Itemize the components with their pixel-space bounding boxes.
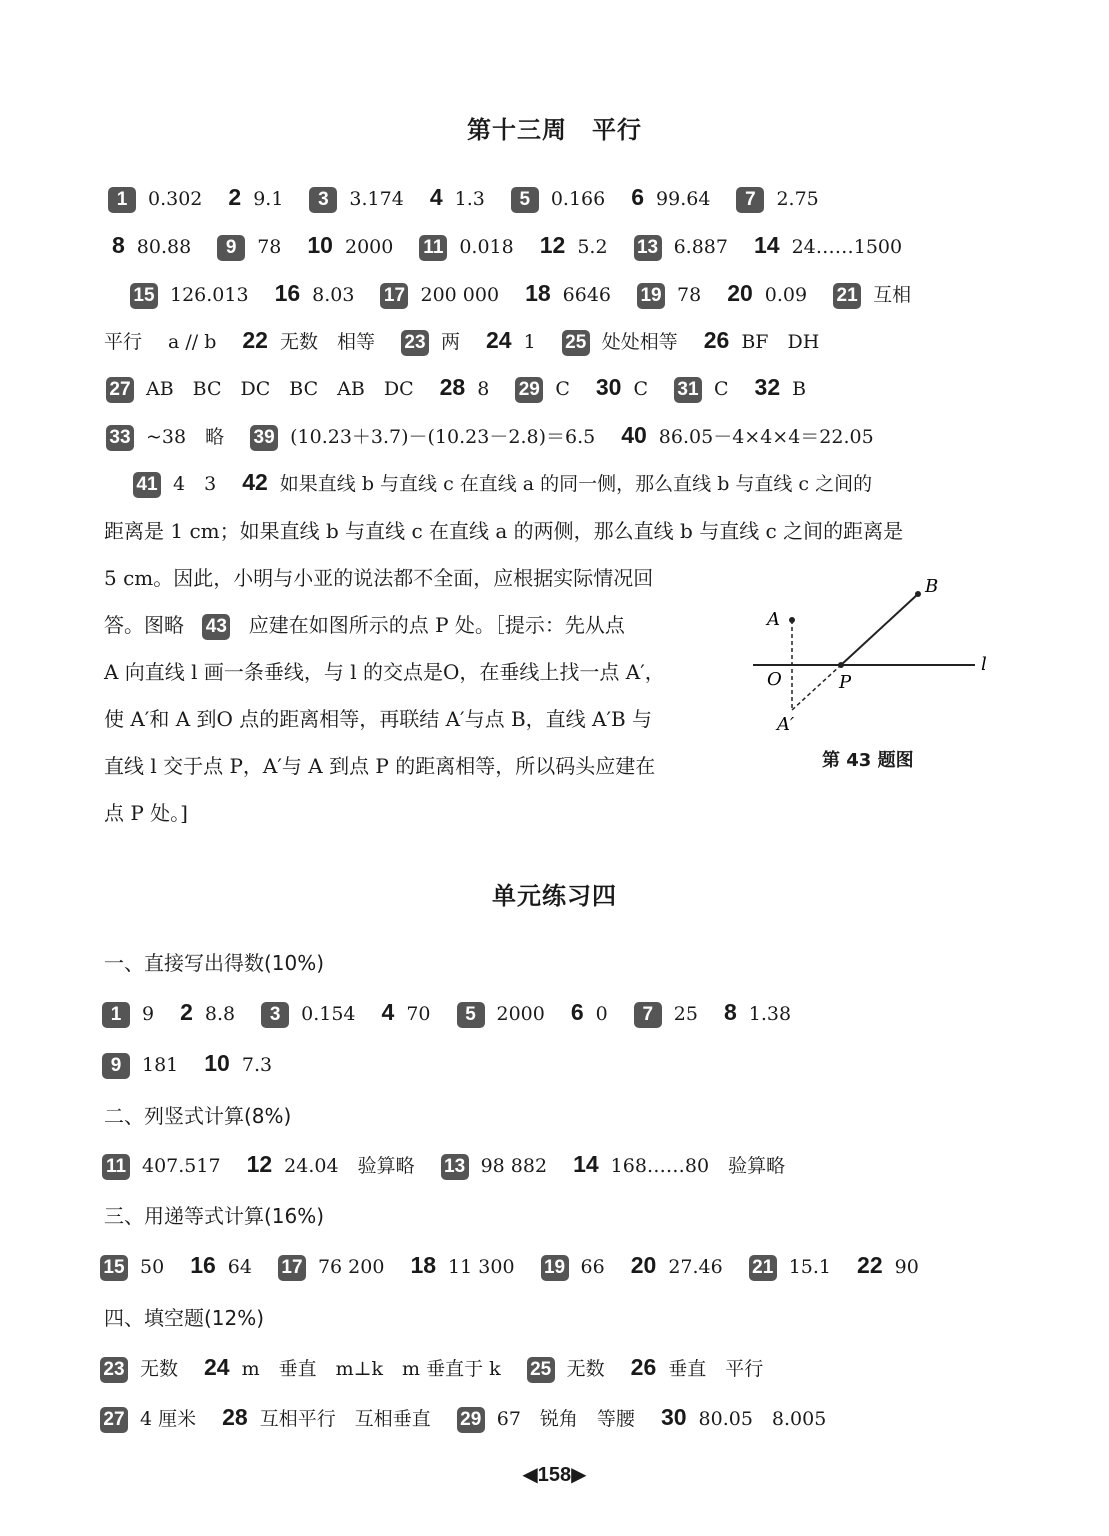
answer-row [100, 1402, 852, 1434]
answer-42-line3: 5 cm。因此，小明与小亚的说法都不全面，应根据实际情况回 [104, 566, 654, 590]
answer-value: 5.2 [577, 236, 608, 258]
answer-value: 24……1500 [791, 236, 903, 258]
answer-value: 8 [477, 378, 490, 400]
question-number: 15 [100, 1255, 128, 1281]
label-B: B [925, 576, 939, 597]
answer-value: 无数 [140, 1358, 179, 1380]
answer-42-line4 [104, 602, 625, 649]
answer-row [104, 325, 845, 357]
question-number: 21 [833, 283, 861, 309]
answer-row [112, 230, 928, 262]
question-number: 25 [527, 1357, 555, 1383]
answer-value: 0.154 [301, 1003, 356, 1025]
answer-value: 6646 [562, 284, 612, 306]
question-number: 8 [723, 999, 737, 1025]
question-number: 10 [204, 1050, 230, 1076]
answer-value: 0.09 [764, 284, 808, 306]
answer-row [108, 182, 845, 214]
question-number: 21 [749, 1255, 777, 1281]
question-number: 4 [429, 184, 443, 210]
question-number: 24 [486, 327, 512, 353]
answer-value: ~38 略 [146, 426, 225, 448]
question-number: 42 [242, 469, 268, 495]
answer-value: 两 [441, 331, 461, 353]
question-number: 40 [621, 422, 647, 448]
answer-value: 99.64 [656, 188, 711, 210]
question-number: 11 [419, 235, 447, 261]
answer-row [106, 372, 832, 404]
answer-row [133, 467, 898, 499]
question-number: 12 [539, 232, 566, 258]
answer-value: 64 [227, 1256, 252, 1278]
question-number: 10 [307, 232, 333, 258]
question-number: 30 [595, 374, 622, 400]
answer-value: C [633, 378, 648, 400]
answer-value: 4 3 [173, 473, 217, 495]
question-number: 29 [515, 377, 543, 403]
answer-42-continued: 距离是 1 cm；如果直线 b 与直线 c 在直线 a 的两侧，那么直线 b 与直线 c 之间的距离是 [104, 519, 904, 543]
answer-value: AB BC DC BC AB DC [146, 378, 414, 400]
question-number: 11 [102, 1154, 130, 1180]
dashed-AprimeP [792, 665, 841, 710]
answer-row [102, 997, 817, 1029]
answer-value: 平行 [104, 331, 143, 353]
answer-value: 互相平行 互相垂直 [259, 1408, 431, 1430]
question-number: 14 [573, 1151, 599, 1177]
question-number: 27 [100, 1407, 128, 1433]
answer-value: 互相 [873, 284, 912, 306]
answer-row [106, 420, 900, 452]
answer-value: B [792, 378, 807, 400]
label-l: l [981, 654, 987, 675]
question-number: 14 [753, 232, 780, 258]
question-number: 15 [130, 283, 158, 309]
question-number: 33 [106, 425, 134, 451]
question-number-43: 43 [202, 614, 230, 640]
answer-value: (10.23＋3.7)－(10.23－2.8)＝6.5 [290, 426, 596, 448]
label-O: O [767, 669, 782, 690]
answer-value: 90 [894, 1256, 919, 1278]
answer-value: 168……80 验算略 [610, 1155, 786, 1177]
question-number: 39 [250, 425, 278, 451]
answer-value: 无数 [566, 1358, 605, 1380]
answer-value: 7.3 [241, 1054, 273, 1076]
section-title-week13: 第十三周 平行 [467, 116, 642, 144]
question-number: 1 [108, 187, 136, 213]
answer-value: 2000 [344, 236, 394, 258]
answer-row [130, 278, 937, 310]
question-number: 32 [754, 374, 781, 400]
answer-value: 25 [673, 1003, 698, 1025]
question-number: 19 [637, 283, 665, 309]
question-number: 4 [381, 999, 395, 1025]
answer-value: 70 [406, 1003, 431, 1025]
question-number: 23 [401, 330, 429, 356]
segment-PB [841, 594, 918, 665]
section-heading-1: 一、直接写出得数(10%) [104, 951, 325, 975]
page-number: ◀158▶ [522, 1464, 587, 1486]
answer-value: BF DH [741, 331, 820, 353]
answer-value: 垂直 平行 [668, 1358, 764, 1380]
question-number: 29 [457, 1407, 485, 1433]
question-number: 24 [204, 1354, 230, 1380]
answer-row [100, 1250, 945, 1282]
question-number: 3 [261, 1002, 289, 1028]
question-number: 26 [703, 327, 730, 353]
answer-value: 50 [140, 1256, 165, 1278]
section-heading-2: 二、列竖式计算(8%) [104, 1104, 292, 1128]
question-number: 5 [511, 187, 539, 213]
answer-value: C [555, 378, 570, 400]
answer-value: 181 [142, 1054, 179, 1076]
point-P [838, 662, 844, 668]
question-number: 18 [525, 280, 551, 306]
question-number: 28 [222, 1404, 248, 1430]
question-number: 12 [246, 1151, 273, 1177]
question-number: 7 [634, 1002, 662, 1028]
answer-value: 1 [523, 331, 536, 353]
question-number: 2 [180, 999, 193, 1025]
answer-value: m 垂直 m⊥k m 垂直于 k [241, 1358, 501, 1380]
answer-value: 0 [595, 1003, 608, 1025]
answer-value: 86.05－4×4×4＝22.05 [658, 426, 874, 448]
answer-row [102, 1048, 298, 1080]
question-number: 26 [630, 1354, 657, 1380]
question-number: 6 [631, 184, 645, 210]
answer-value: 76 200 [317, 1256, 385, 1278]
answer-value: 2.75 [776, 188, 819, 210]
answer-value: 无数 相等 [279, 331, 375, 353]
section-heading-3: 三、用递等式计算(16%) [104, 1204, 325, 1228]
figure-43-caption: 第 43 题图 [822, 750, 914, 771]
answer-value: 0.018 [459, 236, 514, 258]
figure-43 [745, 570, 1005, 750]
question-number: 18 [410, 1252, 437, 1278]
point-B [915, 591, 921, 597]
answer-value: 27.46 [668, 1256, 723, 1278]
answer-value: 1.3 [454, 188, 485, 210]
answer-value: 处处相等 [601, 331, 678, 353]
question-number: 31 [674, 377, 702, 403]
answer-value: 126.013 [170, 284, 249, 306]
label-A: A [767, 609, 780, 630]
answer-value: 66 [580, 1256, 605, 1278]
answer-value: 24.04 验算略 [284, 1155, 415, 1177]
answer-value: 80.05 8.005 [698, 1408, 827, 1430]
question-number: 7 [736, 187, 764, 213]
answer-value: C [714, 378, 729, 400]
question-number: 13 [634, 235, 662, 261]
answer-value: 4 厘米 [140, 1408, 197, 1430]
label-P: P [839, 672, 852, 693]
question-number: 27 [106, 377, 134, 403]
answer-value: 1.38 [748, 1003, 792, 1025]
question-number: 1 [102, 1002, 130, 1028]
answer-value: 6.887 [673, 236, 728, 258]
label-Aprime: A′ [777, 714, 795, 735]
answer-value: 2000 [496, 1003, 545, 1025]
answer-row [100, 1352, 789, 1384]
question-number: 22 [242, 327, 268, 353]
answer-value: 80.88 [136, 236, 192, 258]
question-number: 28 [439, 374, 466, 400]
question-number: 22 [857, 1252, 883, 1278]
question-number: 13 [441, 1154, 469, 1180]
answer-value: 0.302 [148, 188, 203, 210]
answer-value: 78 [257, 236, 282, 258]
question-number: 20 [727, 280, 753, 306]
answer-value: 11 300 [448, 1256, 515, 1278]
answer-43-line3: 使 A′和 A 到O 点的距离相等，再联结 A′与点 B，直线 A′B 与 [104, 707, 653, 731]
question-number: 5 [457, 1002, 485, 1028]
answer-value: 15.1 [788, 1256, 832, 1278]
answer-value: 200 000 [420, 284, 500, 306]
question-number: 17 [278, 1255, 306, 1281]
question-number: 17 [380, 283, 408, 309]
question-number: 41 [133, 472, 161, 498]
question-number: 23 [100, 1357, 128, 1383]
question-number: 9 [102, 1053, 130, 1079]
answer-value: 67 锐角 等腰 [496, 1408, 635, 1430]
point-A [789, 617, 795, 623]
answer-value: 如果直线 b 与直线 c 在直线 a 的同一侧，那么直线 b 与直线 c 之间的 [279, 473, 873, 495]
section-title-unit4: 单元练习四 [492, 882, 617, 910]
answer-value: 407.517 [142, 1155, 221, 1177]
answer-value: 3.174 [349, 188, 404, 210]
answer-value: 9.1 [253, 188, 284, 210]
question-number: 8 [112, 232, 125, 258]
question-number: 6 [570, 999, 584, 1025]
answer-43-line5: 点 P 处。] [104, 801, 188, 825]
question-number: 2 [228, 184, 242, 210]
answer-43-line4: 直线 l 交于点 P，A′与 A 到点 P 的距离相等，所以码头应建在 [104, 754, 656, 778]
question-number: 16 [190, 1252, 216, 1278]
question-number: 20 [630, 1252, 657, 1278]
answer-42-fig-omitted: 答。图略 [104, 613, 184, 637]
question-number: 9 [217, 235, 245, 261]
answer-value: 8.8 [204, 1003, 236, 1025]
answer-value: 9 [142, 1003, 155, 1025]
section-heading-4: 四、填空题(12%) [104, 1306, 265, 1330]
answer-value: 98 882 [480, 1155, 548, 1177]
question-number: 30 [660, 1404, 687, 1430]
answer-value: 8.03 [312, 284, 355, 306]
answer-value: 78 [677, 284, 702, 306]
question-number: 25 [562, 330, 590, 356]
answer-value: a // b [168, 331, 217, 353]
question-number: 16 [274, 280, 301, 306]
question-number: 19 [541, 1255, 569, 1281]
answer-43-line2: A 向直线 l 画一条垂线，与 l 的交点是O，在垂线上找一点 A′， [104, 660, 665, 684]
answer-43-text: 应建在如图所示的点 P 处。［提示：先从点 [248, 613, 625, 637]
answer-value: 0.166 [550, 188, 606, 210]
answer-row [102, 1149, 811, 1181]
question-number: 3 [309, 187, 337, 213]
